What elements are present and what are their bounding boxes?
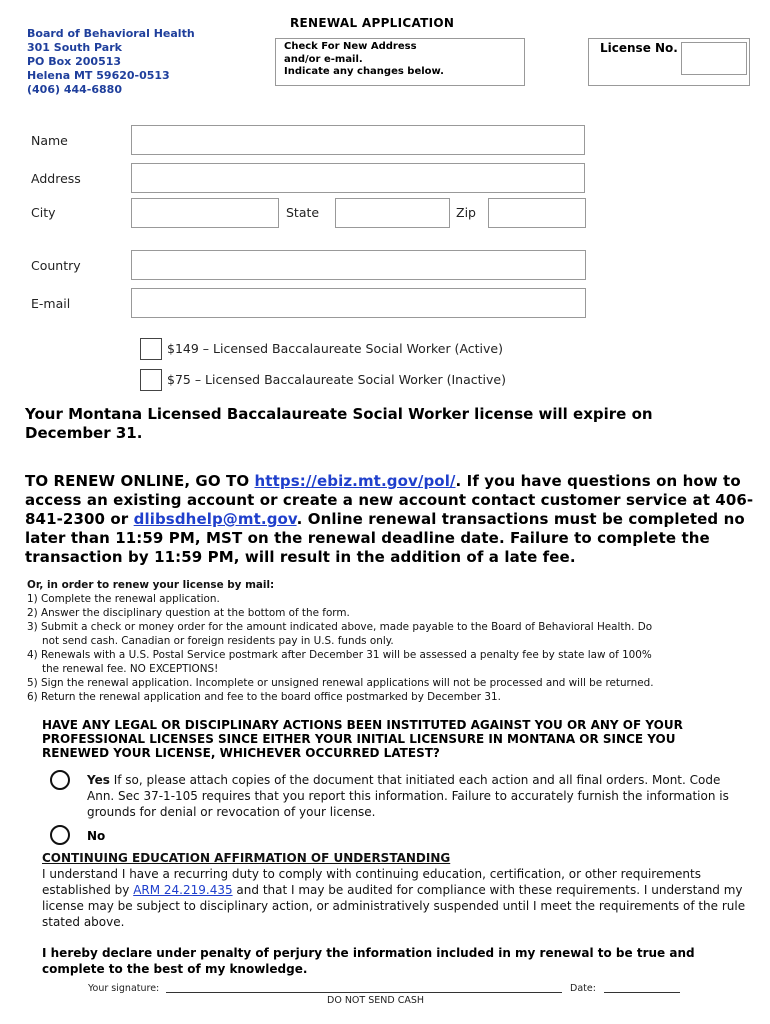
perjury-declaration: I hereby declare under penalty of perjury the information included in my renewal to be true and complete to the best of my knowledge. <box>42 946 695 976</box>
online-pre: TO RENEW ONLINE, GO TO <box>25 472 255 490</box>
page-title: RENEWAL APPLICATION <box>290 16 455 30</box>
no-radio[interactable] <box>50 825 70 845</box>
license-label: License No. <box>600 41 678 55</box>
address-change-box[interactable] <box>275 38 525 86</box>
inactive-fee-checkbox[interactable] <box>140 369 162 391</box>
address-label: Address <box>31 171 81 186</box>
inactive-fee-label: $75 – Licensed Baccalaureate Social Worker (Inactive) <box>167 372 506 387</box>
city-field[interactable] <box>131 198 279 228</box>
license-number-area <box>588 38 750 86</box>
ce-text-pre: I understand I have a recurring duty to comply with continuing education, certification, or other requirements established by <box>42 867 701 897</box>
state-field[interactable] <box>335 198 450 228</box>
yes-radio[interactable] <box>50 770 70 790</box>
note-line: Indicate any changes below. <box>284 66 444 77</box>
mail-instructions <box>27 578 747 704</box>
online-post: . Online renewal transactions must be completed no later than 11:59 PM, MST on the renewal deadline date. Failure to complete the transaction by 11:59 PM, will result in the addition of a late fee. <box>25 510 745 566</box>
mail-step: 3) Submit a check or money order for the amount indicated above, made payable to the Board of Behavioral Health. Do <box>27 621 653 633</box>
online-renewal-notice <box>25 472 755 567</box>
ce-affirmation <box>42 850 752 930</box>
zip-field[interactable] <box>488 198 586 228</box>
ce-text <box>42 866 752 930</box>
no-label: No <box>87 829 106 843</box>
address-line: (406) 444-6880 <box>27 83 122 96</box>
license-number-field[interactable] <box>681 42 747 75</box>
signature-line[interactable] <box>166 992 562 993</box>
mail-step: 5) Sign the renewal application. Incomplete or unsigned renewal applications will not be processed and will be returned. <box>27 677 654 689</box>
address-line: 301 South Park <box>27 41 122 54</box>
do-not-send-cash: DO NOT SEND CASH <box>327 995 424 1006</box>
note-line: and/or e-mail. <box>284 53 363 65</box>
active-fee-checkbox[interactable] <box>140 338 162 360</box>
mail-step: 1) Complete the renewal application. <box>27 593 220 605</box>
date-label: Date: <box>570 983 596 994</box>
name-label: Name <box>31 133 68 148</box>
address-line: PO Box 200513 <box>27 55 122 68</box>
note-line: Check For New Address <box>284 41 417 52</box>
country-label: Country <box>31 258 81 273</box>
mail-step: 2) Answer the disciplinary question at the bottom of the form. <box>27 607 350 619</box>
mail-step-cont: the renewal fee. NO EXCEPTIONS! <box>42 663 219 675</box>
support-email-link[interactable]: dlibsdhelp@mt.gov <box>133 510 297 528</box>
ce-heading: CONTINUING EDUCATION AFFIRMATION OF UNDERSTANDING <box>42 851 451 865</box>
online-renewal-link[interactable]: https://ebiz.mt.gov/pol/ <box>254 472 456 490</box>
email-label: E-mail <box>31 296 71 311</box>
yes-explanation: If so, please attach copies of the document that initiated each action and all final orders. Mont. Code Ann. Sec 37-1-105 requires that you report this information. Failure to accurately furnish the information is grounds for denial or revocation of your license. <box>87 773 729 819</box>
city-label: City <box>31 205 56 220</box>
yes-label: Yes <box>87 773 110 787</box>
state-label: State <box>286 205 320 220</box>
country-field[interactable] <box>131 250 586 280</box>
address-line: Board of Behavioral Health <box>27 27 195 40</box>
signature-label: Your signature: <box>88 983 160 994</box>
name-field[interactable] <box>131 125 585 155</box>
expiry-notice: Your Montana Licensed Baccalaureate Social Worker license will expire on December 31. <box>25 405 653 442</box>
address-field[interactable] <box>131 163 585 193</box>
mail-step-cont: not send cash. Canadian or foreign residents pay in U.S. funds only. <box>42 635 394 647</box>
address-line: Helena MT 59620-0513 <box>27 69 170 82</box>
active-fee-label: $149 – Licensed Baccalaureate Social Worker (Active) <box>167 341 503 356</box>
address-change-note <box>284 41 444 79</box>
zip-label: Zip <box>456 205 476 220</box>
mail-step: 4) Renewals with a U.S. Postal Service postmark after December 31 will be assessed a penalty fee by state law of 100% <box>27 649 652 661</box>
date-line[interactable] <box>604 992 680 993</box>
arm-rule-link[interactable]: ARM 24.219.435 <box>133 883 233 897</box>
mail-step: 6) Return the renewal application and fee to the board office postmarked by December 31. <box>27 691 501 703</box>
disciplinary-question: HAVE ANY LEGAL OR DISCIPLINARY ACTIONS BEEN INSTITUTED AGAINST YOU OR ANY OF YOUR PROFESSIONAL LICENSES SINCE EITHER YOUR INITIAL LICENSURE IN MONTANA OR SINCE YOU RENEWED YOUR LICENSE, WHICHEVER OCCURRED LATEST? <box>42 718 683 760</box>
email-field[interactable] <box>131 288 586 318</box>
ce-text-post: and that I may be audited for compliance with these requirements. I understand my license may be subject to disciplinary action, or administratively suspended until I meet the requirements of the rule stated above. <box>42 883 746 929</box>
online-mid: . If you have questions on how to access an existing account or create a new account contact customer service at 406-841-2300 or <box>25 472 754 528</box>
board-address <box>27 27 195 97</box>
yes-option-text <box>87 772 737 820</box>
mail-heading: Or, in order to renew your license by mail: <box>27 579 275 591</box>
